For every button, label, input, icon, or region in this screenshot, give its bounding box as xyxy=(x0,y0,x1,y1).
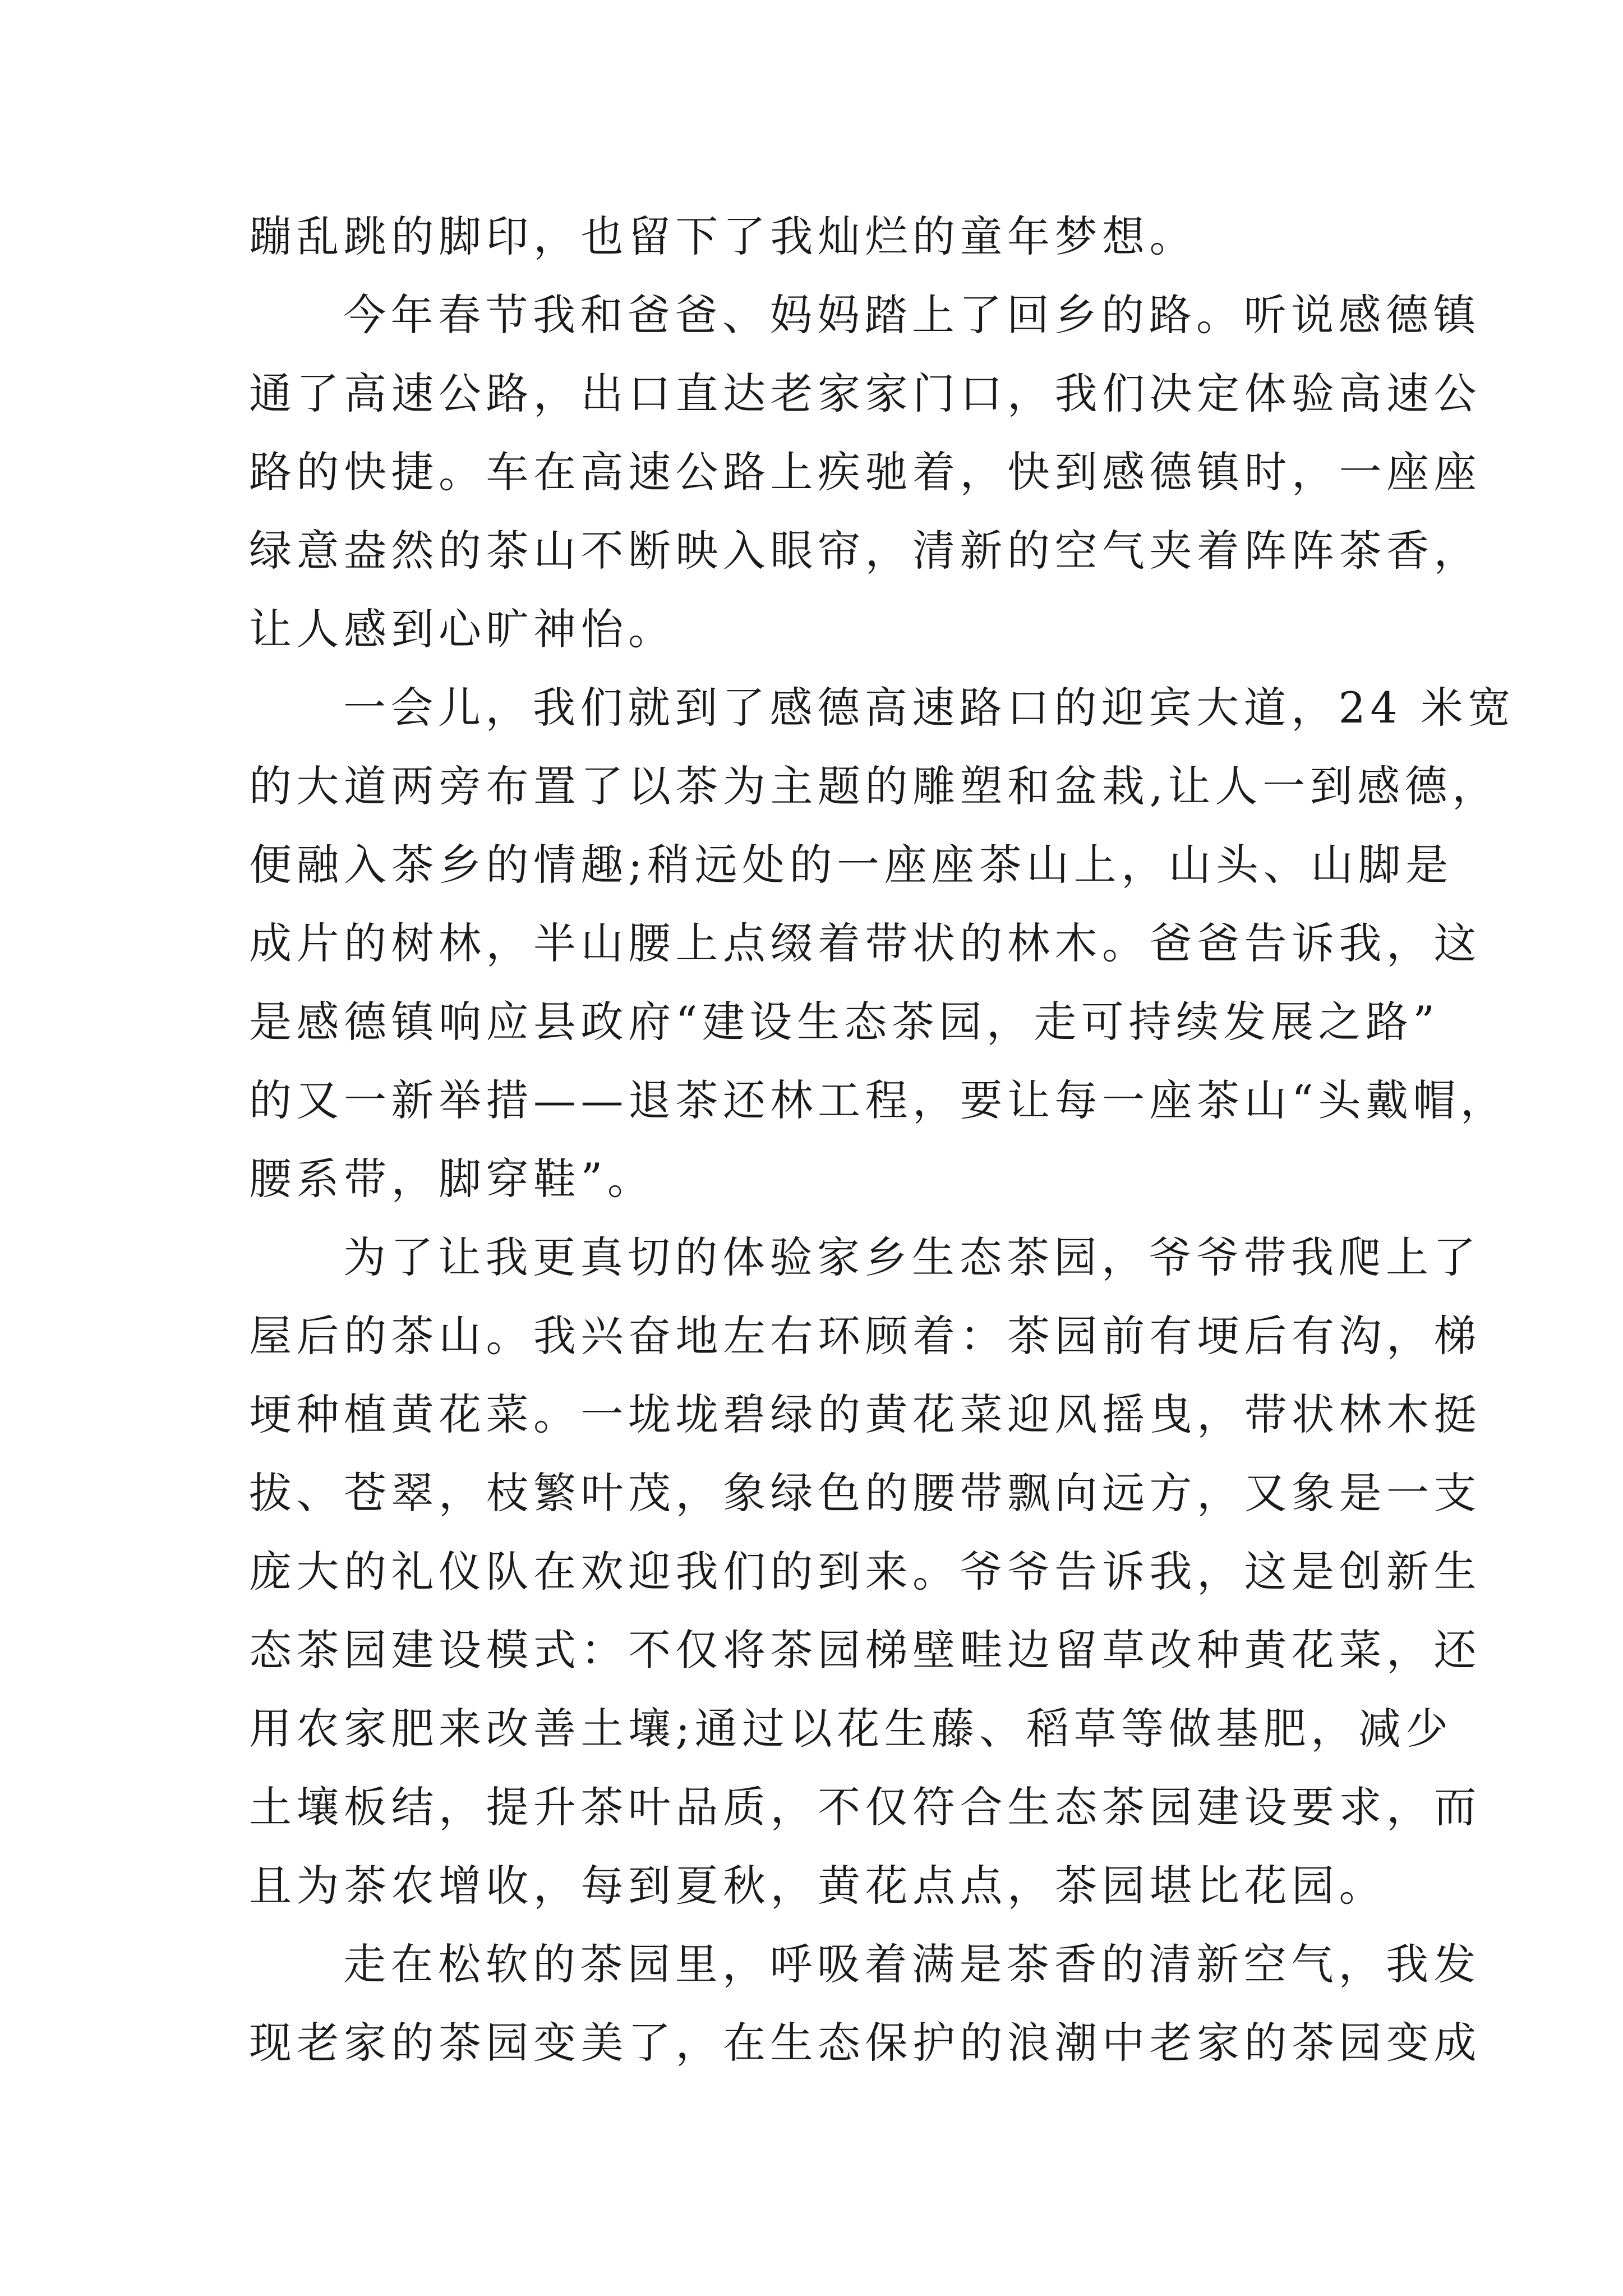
text-line: 路的快捷。车在高速公路上疾驰着，快到感德镇时，一座座 xyxy=(249,447,1481,497)
text-line: 用农家肥来改善土壤;通过以花生藤、稻草等做基肥，减少 xyxy=(249,1704,1453,1754)
paragraph-5 xyxy=(249,1925,1481,2082)
text-line: 腰系带，脚穿鞋”。 xyxy=(249,1154,655,1204)
paragraph-3 xyxy=(249,669,1515,1218)
paragraph-4 xyxy=(249,1218,1481,1925)
paragraph-2 xyxy=(249,276,1481,669)
text-line: 便融入茶乡的情趣;稍远处的一座座茶山上，山头、山脚是 xyxy=(249,840,1453,890)
text-line: 拔、苍翠，枝繁叶茂，象绿色的腰带飘向远方，又象是一支 xyxy=(249,1468,1481,1518)
text-line: 态茶园建设模式：不仅将茶园梯壁畦边留草改种黄花菜，还 xyxy=(249,1625,1481,1675)
text-line: 屋后的茶山。我兴奋地左右环顾着：茶园前有埂后有沟，梯 xyxy=(249,1311,1481,1361)
text-line: 蹦乱跳的脚印，也留下了我灿烂的童年梦想。 xyxy=(249,211,1197,261)
text-line: 的又一新举措——退茶还林工程，要让每一座茶山“头戴帽， xyxy=(249,1075,1508,1125)
text-line: 土壤板结，提升茶叶品质，不仅符合生态茶园建设要求，而 xyxy=(249,1782,1481,1832)
text-line: 且为茶农增收，每到夏秋，黄花点点，茶园堪比花园。 xyxy=(249,1861,1386,1911)
text-line: 走在松软的茶园里，呼吸着满是茶香的清新空气，我发 xyxy=(343,1939,1481,1989)
text-line: 为了让我更真切的体验家乡生态茶园，爷爷带我爬上了 xyxy=(343,1232,1481,1282)
document-body xyxy=(249,197,1515,2082)
text-line: 埂种植黄花菜。一垅垅碧绿的黄花菜迎风摇曳，带状林木挺 xyxy=(249,1389,1481,1439)
text-line: 是感德镇响应县政府“建设生态茶园，走可持续发展之路” xyxy=(249,997,1440,1047)
text-line: 成片的树林，半山腰上点缀着带状的林木。爸爸告诉我，这 xyxy=(249,918,1481,968)
text-line: 绿意盎然的茶山不断映入眼帘，清新的空气夹着阵阵茶香， xyxy=(249,526,1481,576)
text-line: 今年春节我和爸爸、妈妈踏上了回乡的路。听说感德镇 xyxy=(343,290,1481,340)
text-line: 现老家的茶园变美了，在生态保护的浪潮中老家的茶园变成 xyxy=(249,2018,1481,2068)
text-line: 一会儿，我们就到了感德高速路口的迎宾大道，24 米宽 xyxy=(343,683,1515,733)
text-line: 庞大的礼仪队在欢迎我们的到来。爷爷告诉我，这是创新生 xyxy=(249,1547,1481,1596)
text-line: 的大道两旁布置了以茶为主题的雕塑和盆栽,让人一到感德， xyxy=(249,761,1500,811)
text-line: 通了高速公路，出口直达老家家门口，我们决定体验高速公 xyxy=(249,369,1481,418)
paragraph-1 xyxy=(249,197,1376,276)
text-line: 让人感到心旷神怡。 xyxy=(249,604,676,654)
